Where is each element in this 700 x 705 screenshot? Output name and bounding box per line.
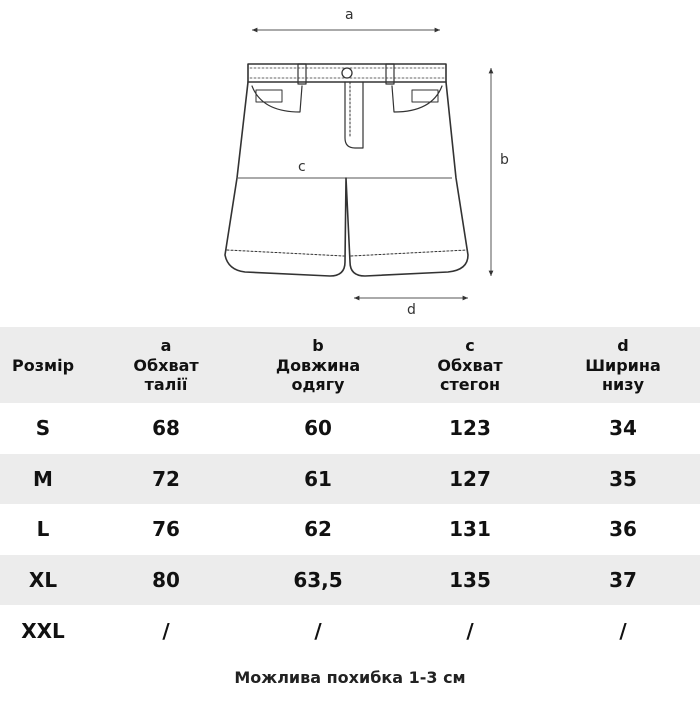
cell-hips: 123 — [449, 416, 491, 441]
header-line1: Обхват — [133, 356, 199, 375]
shorts-diagram — [0, 0, 700, 325]
header-line2: стегон — [439, 375, 500, 394]
header-letter: a — [160, 336, 172, 355]
header-column-b — [240, 327, 396, 403]
header-size — [0, 327, 86, 403]
cell-size: XXL — [21, 618, 65, 643]
cell-size: XL — [28, 568, 58, 593]
table-row — [0, 605, 700, 656]
cell-waist: 68 — [152, 416, 180, 441]
cell-size: S — [35, 416, 51, 441]
header-column-d — [545, 327, 700, 403]
header-line2: талії — [144, 375, 188, 394]
table-row — [0, 454, 700, 505]
cell-hem-width: 34 — [609, 416, 637, 441]
header-line2: низу — [602, 375, 644, 394]
dimension-label-a: a — [345, 7, 354, 23]
cell-waist: 76 — [152, 517, 180, 542]
table-row — [0, 555, 700, 606]
shorts-outline — [225, 64, 468, 276]
cell-hips: / — [466, 618, 474, 643]
header-column-c — [392, 327, 548, 403]
cell-waist: 80 — [152, 568, 180, 593]
cell-length: 61 — [304, 466, 332, 491]
header-letter: b — [312, 336, 324, 355]
cell-hem-width: / — [619, 618, 627, 643]
header-letter: c — [465, 336, 475, 355]
cell-hips: 131 — [449, 517, 491, 542]
header-column-a — [86, 327, 246, 403]
table-row — [0, 504, 700, 555]
cell-length: 62 — [304, 517, 332, 542]
cell-hem-width: 35 — [609, 466, 637, 491]
dimension-label-d: d — [407, 302, 416, 318]
size-table — [0, 327, 700, 656]
cell-length: 63,5 — [293, 568, 343, 593]
cell-waist: / — [162, 618, 170, 643]
dimension-label-b: b — [500, 152, 509, 168]
header-line2: одягу — [291, 375, 345, 394]
cell-hips: 127 — [449, 466, 491, 491]
cell-size: L — [36, 517, 50, 542]
cell-hips: 135 — [449, 568, 491, 593]
table-header-row — [0, 327, 700, 403]
header-line1: Ширина — [585, 356, 661, 375]
table-row — [0, 403, 700, 454]
header-line1: Довжина — [275, 356, 361, 375]
header-letter: d — [617, 336, 629, 355]
dimension-label-c: c — [298, 159, 306, 175]
shorts-illustration — [0, 0, 700, 325]
cell-waist: 72 — [152, 466, 180, 491]
tolerance-note: Можлива похибка 1-3 см — [234, 668, 466, 687]
header-line1: Обхват — [437, 356, 503, 375]
cell-length: / — [314, 618, 322, 643]
cell-size: M — [33, 466, 53, 491]
header-size-label: Розмір — [11, 355, 75, 375]
cell-hem-width: 37 — [609, 568, 637, 593]
cell-hem-width: 36 — [609, 517, 637, 542]
cell-length: 60 — [304, 416, 332, 441]
